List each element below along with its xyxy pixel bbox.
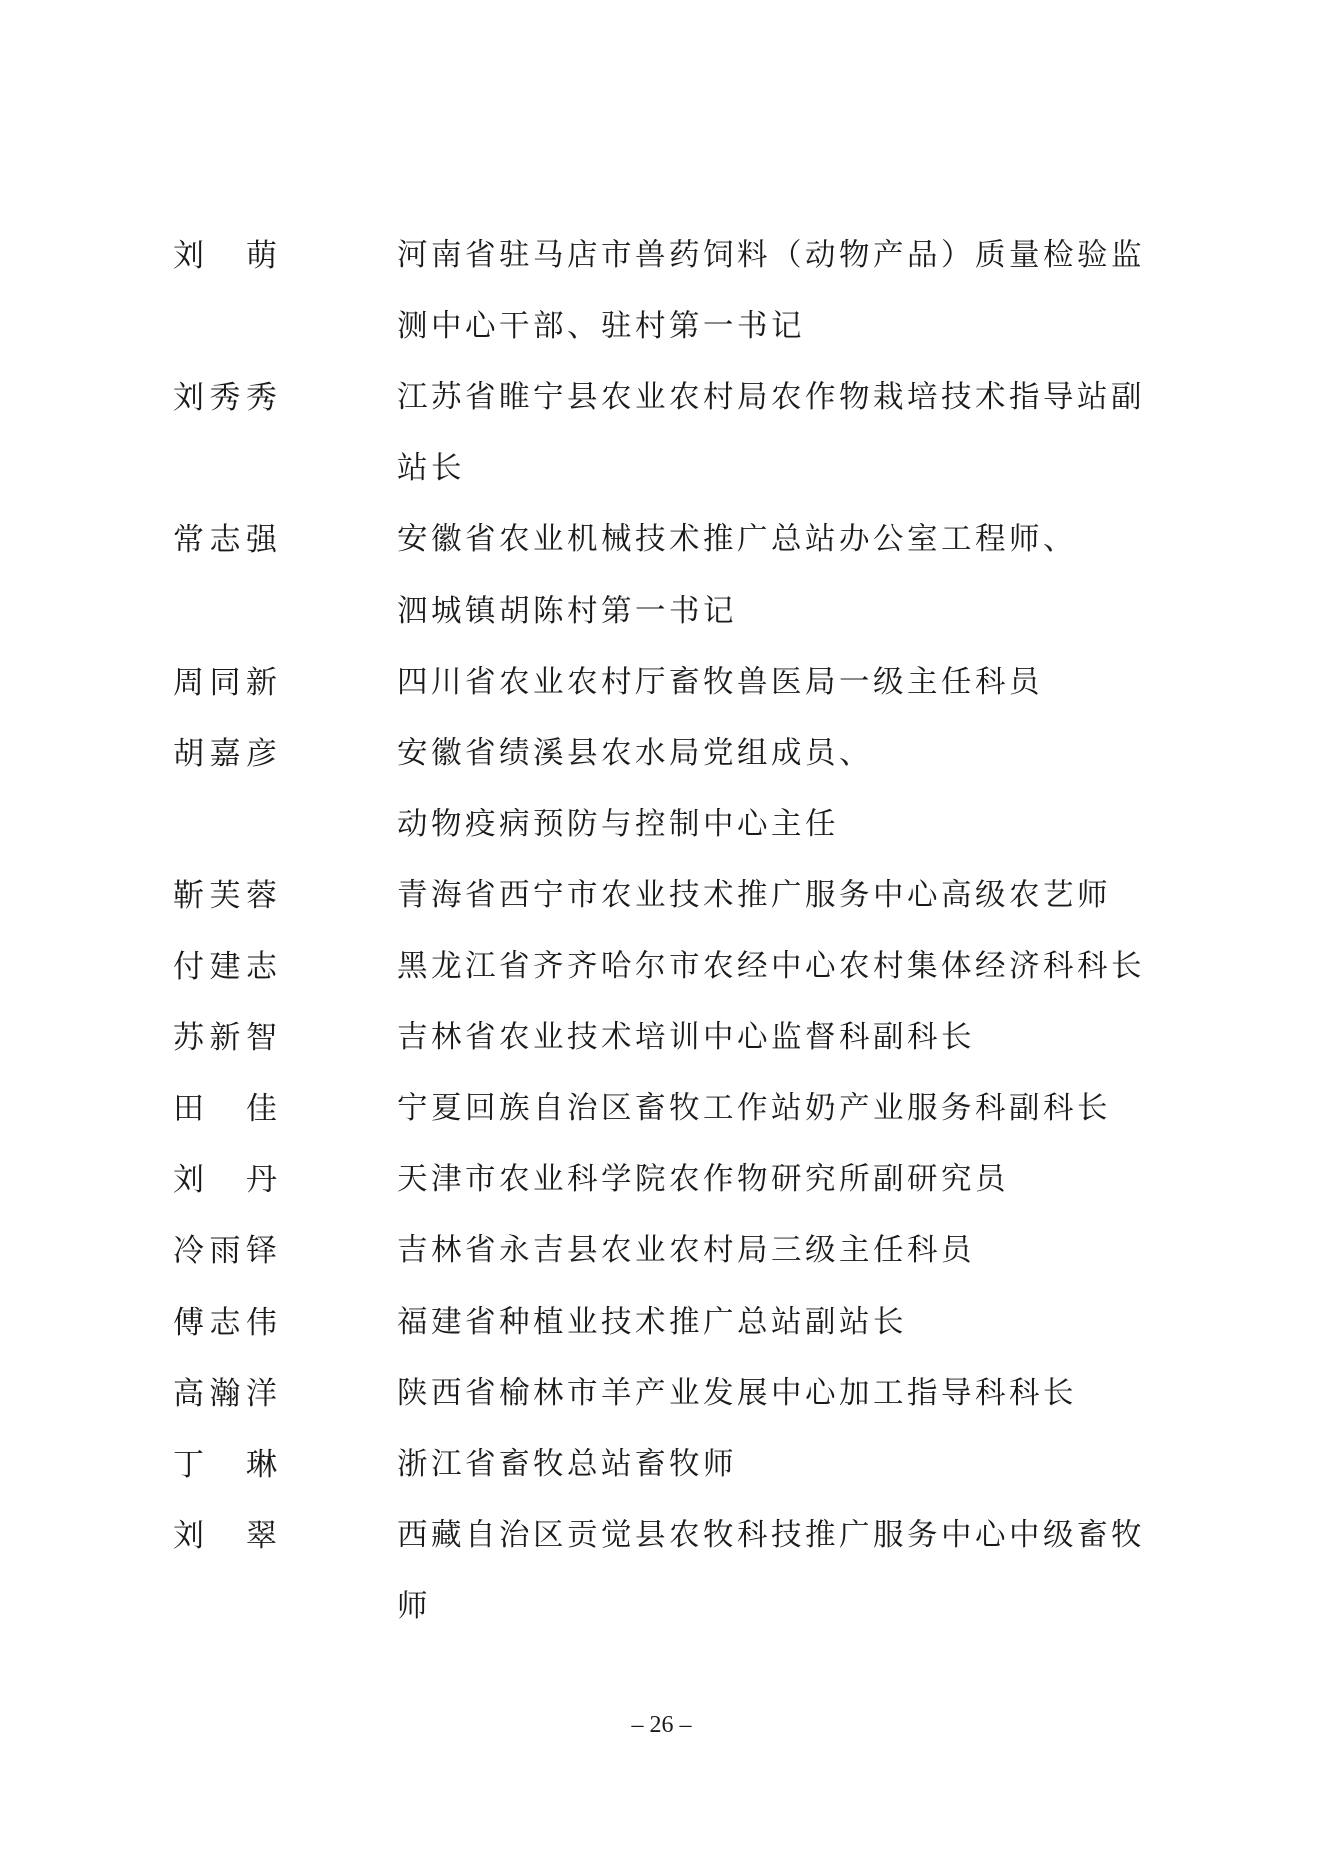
entry-title-line: 吉林省永吉县农业农村局三级主任科员 (397, 1233, 975, 1269)
entry-name-char: 苏 (173, 1020, 204, 1057)
entry-title-line: 浙江省畜牧总站畜牧师 (397, 1446, 737, 1482)
entry-name-char: 铎 (246, 1233, 277, 1270)
entry-name-char: 常 (173, 522, 204, 559)
entry-name-char: 刘 (173, 238, 204, 274)
entry-row (0, 1008, 1323, 1068)
entry-title-line: 陕西省榆林市羊产业发展中心加工指导科科长 (397, 1375, 1077, 1411)
entry-continuation-row (0, 297, 1323, 357)
entry-title-line: 河南省驻马店市兽药饲料（动物产品）质量检验监 (397, 238, 1145, 273)
entry-row (0, 368, 1323, 428)
entry-row (0, 1364, 1323, 1424)
entry-name-char: 新 (209, 1020, 241, 1057)
page-number: – 26 – (631, 1712, 692, 1738)
entry-name-char: 靳 (173, 877, 204, 914)
entry-name-char: 志 (246, 949, 277, 985)
entry-name-char: 刘 (173, 1517, 204, 1554)
entry-row (0, 1435, 1323, 1495)
entry-continuation-row (0, 582, 1323, 642)
entry-title-line: 黑龙江省齐齐哈尔市农经中心农村集体经济科科长 (397, 949, 1145, 984)
entry-title-line: 师 (397, 1588, 431, 1624)
entry-name (173, 937, 277, 997)
entry-name-char: 洋 (246, 1375, 277, 1412)
entry-title-line: 安徽省绩溪县农水局党组成员、 (397, 735, 873, 771)
entry-title-line: 福建省种植业技术推广总站副站长 (397, 1304, 907, 1340)
entry-name-char: 志 (209, 522, 241, 559)
entry-name (173, 1221, 277, 1281)
entry-name-char: 丹 (246, 1162, 277, 1199)
entry-name-char: 蓉 (246, 877, 277, 914)
entry-name-char: 高 (173, 1375, 204, 1412)
entry-name-char: 新 (246, 664, 277, 701)
entry-name (173, 1008, 277, 1068)
entry-name (173, 1150, 277, 1210)
entry-title-line: 泗城镇胡陈村第一书记 (397, 593, 737, 629)
entry-title-line: 站长 (397, 451, 465, 487)
entry-title-line: 动物疫病预防与控制中心主任 (397, 806, 839, 842)
entry-name (173, 368, 277, 428)
entry-name-char: 冷 (173, 1233, 204, 1270)
entry-name-char: 周 (173, 664, 204, 701)
entry-name (173, 653, 277, 713)
entry-title-line: 江苏省睢宁县农业农村局农作物栽培技术指导站副 (397, 380, 1145, 416)
entry-row (0, 653, 1323, 713)
entry-name-char: 琳 (246, 1446, 277, 1483)
entry-name (173, 866, 277, 926)
entry-name-char: 伟 (246, 1304, 277, 1341)
entry-row (0, 1293, 1323, 1353)
entry-name (173, 1435, 277, 1495)
entry-name-char: 刘 (173, 1162, 204, 1199)
entry-row (0, 937, 1323, 997)
entry-name-char: 瀚 (209, 1375, 241, 1412)
entry-name-char: 傅 (173, 1304, 204, 1341)
entry-name-char: 萌 (246, 238, 277, 274)
entry-name-char: 翠 (246, 1517, 277, 1554)
entry-continuation-row (0, 795, 1323, 855)
entry-name-char: 丁 (173, 1446, 204, 1483)
entry-title-line: 西藏自治区贡觉县农牧科技推广服务中心中级畜牧 (397, 1517, 1145, 1553)
entry-name-char: 佳 (246, 1091, 277, 1128)
entry-name-char: 同 (209, 664, 241, 701)
entry-row (0, 226, 1323, 286)
entry-name-char: 建 (209, 949, 241, 985)
entry-name (173, 1364, 277, 1424)
entry-row (0, 1221, 1323, 1281)
entry-title-line: 测中心干部、驻村第一书记 (397, 309, 805, 345)
entry-row (0, 1150, 1323, 1210)
entry-title-line: 宁夏回族自治区畜牧工作站奶产业服务科副科长 (397, 1091, 1111, 1127)
entry-row (0, 866, 1323, 926)
entry-title-line: 安徽省农业机械技术推广总站办公室工程师、 (397, 522, 1077, 558)
entry-title-line: 吉林省农业技术培训中心监督科副科长 (397, 1020, 975, 1056)
entry-name-char: 雨 (209, 1233, 241, 1270)
entry-name-char: 田 (173, 1091, 204, 1128)
entry-name-char: 强 (246, 522, 277, 559)
entry-name-char: 胡 (173, 735, 204, 772)
entry-row (0, 510, 1323, 570)
entry-name-char: 智 (246, 1020, 277, 1057)
entry-title-line: 四川省农业农村厅畜牧兽医局一级主任科员 (397, 664, 1043, 700)
entry-name (173, 1079, 277, 1139)
entry-title-line: 天津市农业科学院农作物研究所副研究员 (397, 1162, 1009, 1198)
entry-name (173, 724, 277, 784)
entry-name-char: 志 (209, 1304, 241, 1341)
entry-name-char: 彦 (246, 735, 277, 772)
entry-row (0, 1506, 1323, 1566)
entry-row (0, 724, 1323, 784)
entry-name-char: 刘 (173, 380, 204, 417)
entry-name-char: 秀 (246, 380, 277, 417)
entry-row (0, 1079, 1323, 1139)
entry-title-line: 青海省西宁市农业技术推广服务中心高级农艺师 (397, 877, 1111, 913)
entry-name (173, 1293, 277, 1353)
entry-name (173, 1506, 277, 1566)
entry-continuation-row (0, 439, 1323, 499)
entry-name-char: 嘉 (209, 735, 241, 772)
entry-name-char: 秀 (209, 380, 241, 417)
entry-continuation-row (0, 1577, 1323, 1637)
entry-name (173, 510, 277, 570)
entry-name-char: 付 (173, 949, 204, 985)
entry-name-char: 芙 (209, 877, 241, 914)
entry-name (173, 226, 277, 286)
